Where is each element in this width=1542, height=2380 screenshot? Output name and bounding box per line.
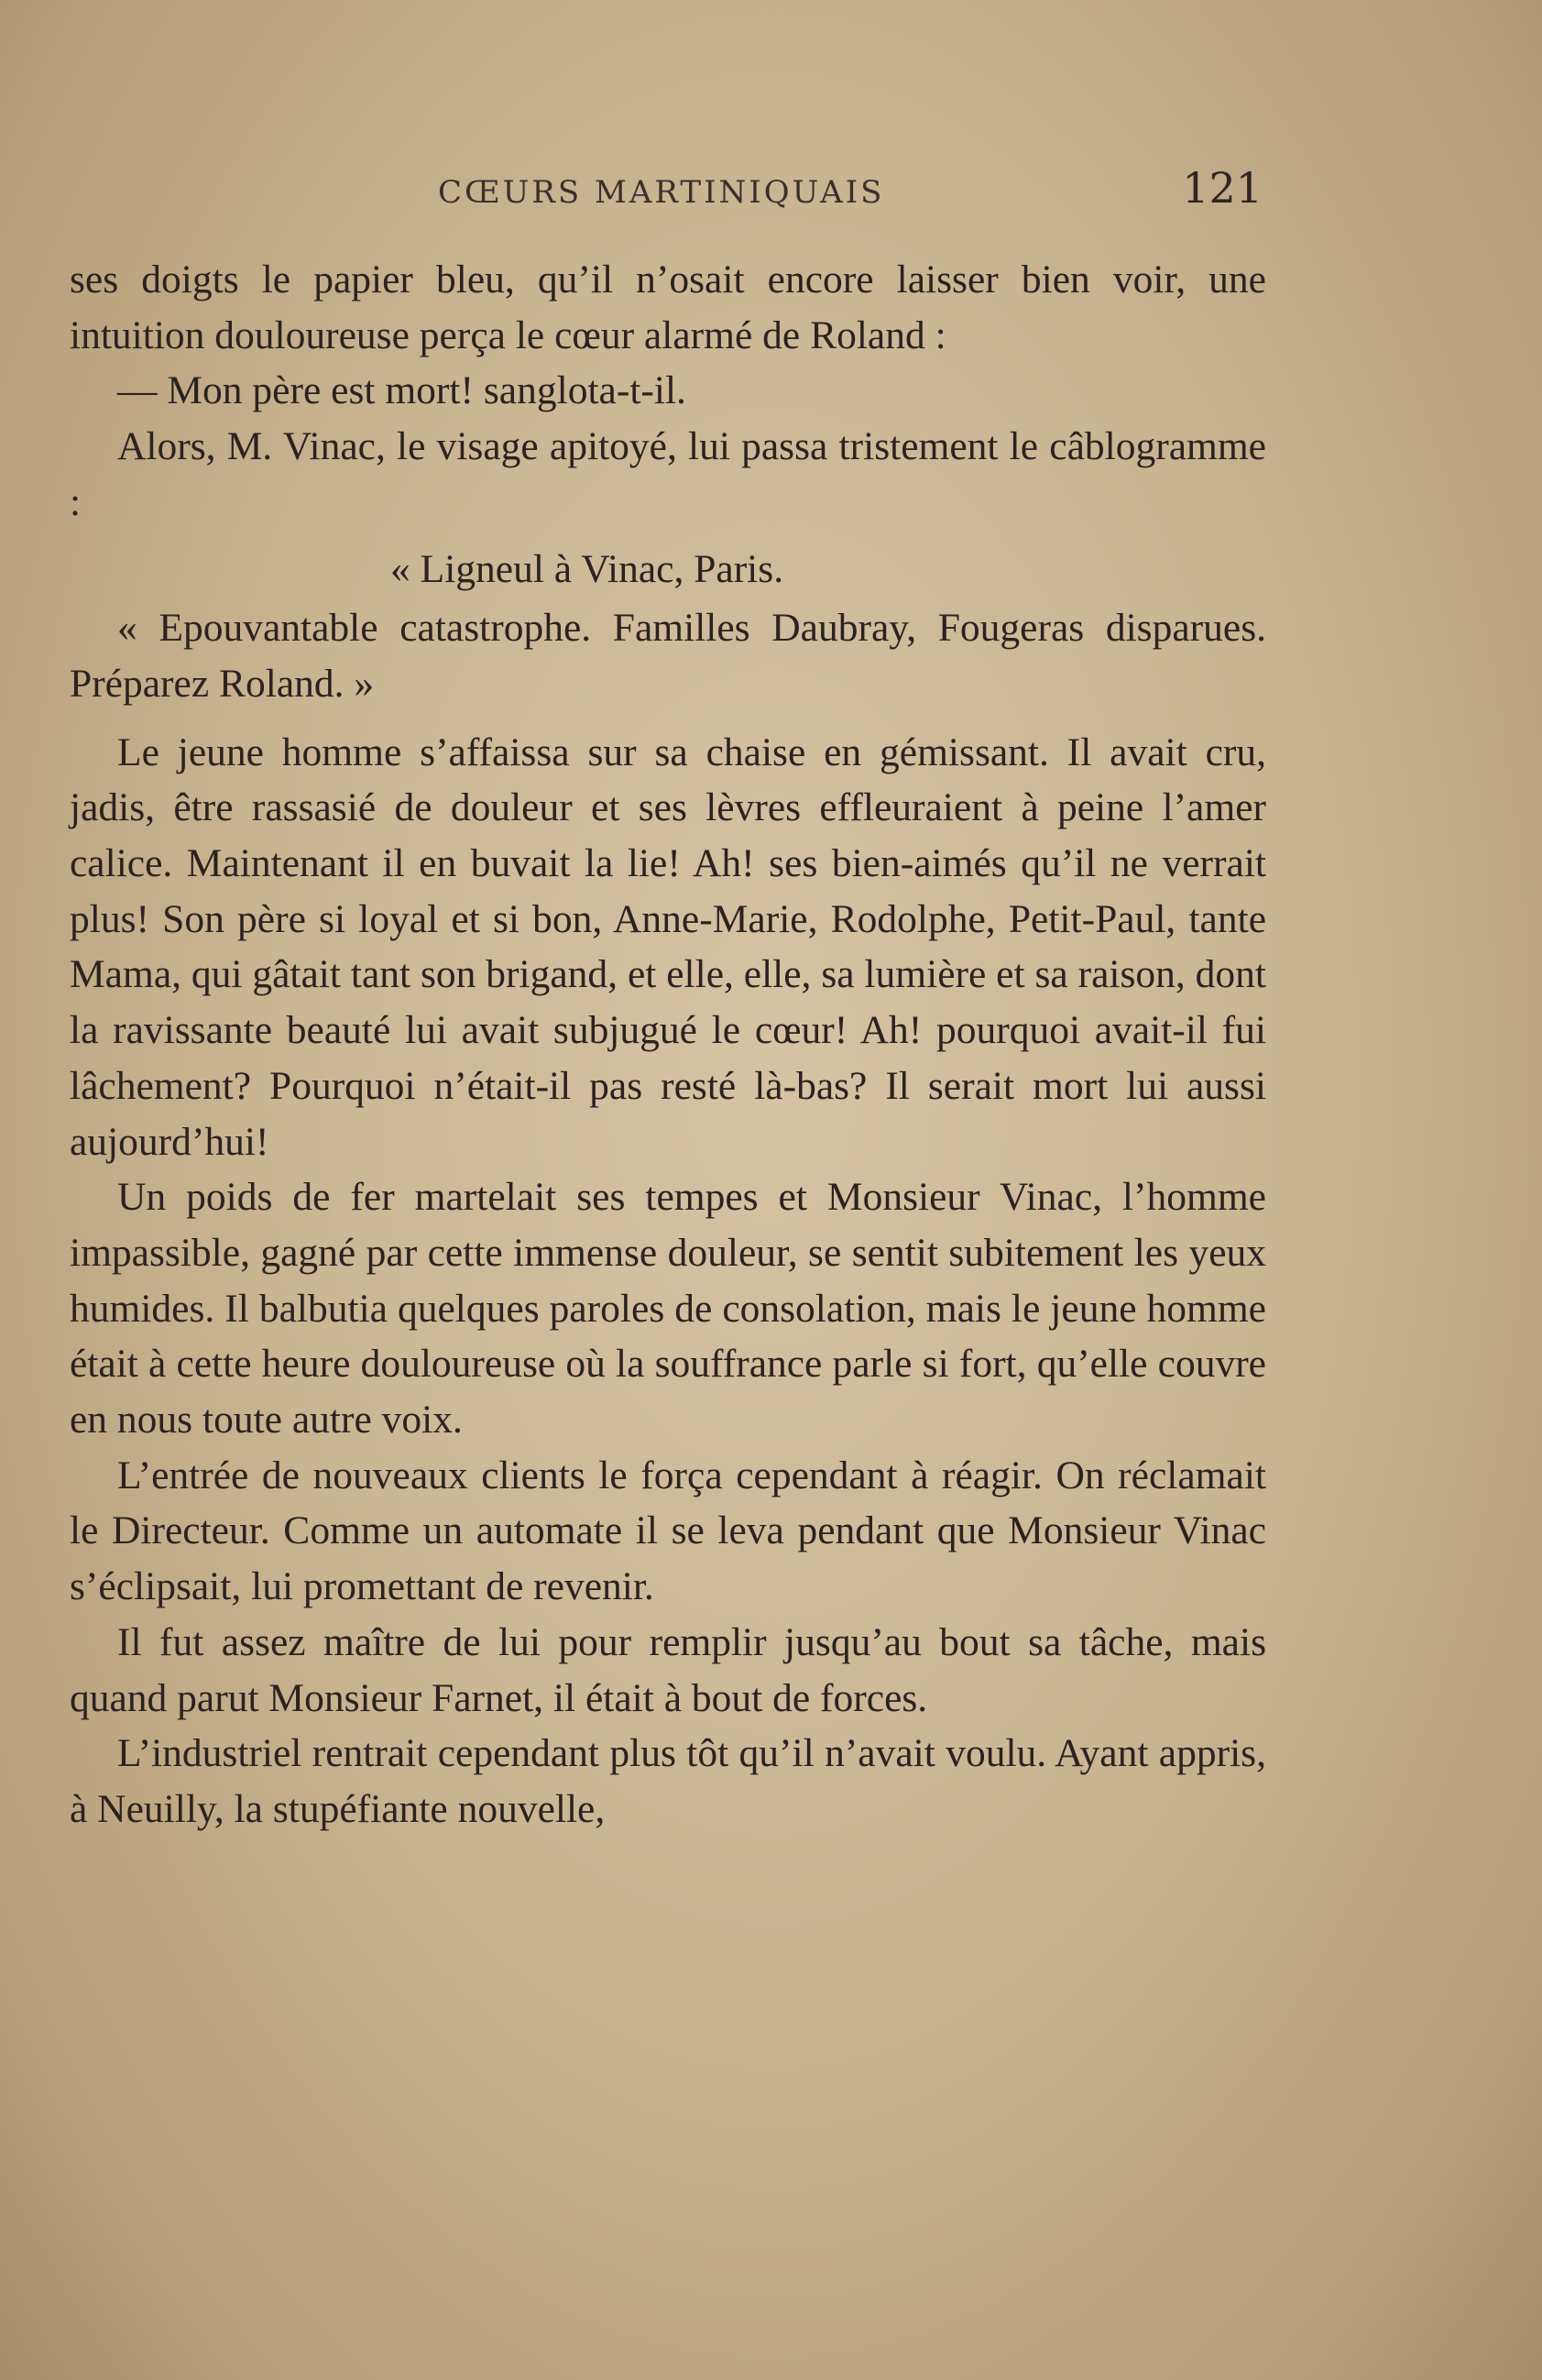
running-title: CŒURS MARTINIQUAIS	[438, 174, 885, 211]
body-text	[70, 252, 1266, 1837]
paragraph: Le jeune homme s’affaissa sur sa chaise en gémissant. Il avait cru, jadis, être rassasié de douleur et ses lèvres effleuraient à peine l’amer calice. Maintenant il en buvait la lie! Ah! ses bien-aimés qu’il ne verrait plus! Son père si loyal et si bon, Anne-Marie, Rodolphe, Petit-Paul, tante Mama, qui gâtait tant son brigand, et elle, elle, sa lumière et sa raison, dont la ravissante beauté lui avait subjugué le cœur! Ah! pourquoi avait-il fui lâchement? Pourquoi n’était-il pas resté là-bas? Il serait mort lui aussi aujourd’hui!	[70, 729, 1266, 1164]
page-number: 121	[1182, 163, 1263, 213]
paragraph: Alors, M. Vinac, le visage apitoyé, lui passa tristement le câblogramme :	[70, 424, 1266, 524]
paragraph: ses doigts le papier bleu, qu’il n’osait encore laisser bien voir, une intuition douloureuse perça le cœur alarmé de Roland :	[70, 258, 1266, 357]
paragraph: L’industriel rentrait cependant plus tôt qu’il n’avait voulu. Ayant appris, à Neuilly, la stupéfiante nouvelle,	[70, 1731, 1266, 1831]
paragraph: — Mon père est mort! sanglota-t-il.	[117, 368, 686, 413]
running-head	[71, 163, 1263, 218]
telegram-heading: « Ligneul à Vinac, Paris.	[390, 546, 784, 591]
paragraph: L’entrée de nouveaux clients le força cependant à réagir. On réclamait le Directeur. Comme un automate il se leva pendant que Monsieur Vinac s’éclipsait, lui promettant de revenir.	[70, 1453, 1266, 1609]
paragraph: Il fut assez maître de lui pour remplir jusqu’au bout sa tâche, mais quand parut Monsieur Farnet, il était à bout de forces.	[70, 1619, 1266, 1720]
paragraph: Un poids de fer martelait ses tempes et Monsieur Vinac, l’homme impassible, gagné par cette immense douleur, se sentit subitement les yeux humides. Il balbutia quelques paroles de consolation, mais le jeune homme était à cette heure douloureuse où la souffrance parle si fort, qu’elle couvre en nous toute autre voix.	[70, 1175, 1266, 1442]
telegram-body: « Epouvantable catastrophe. Familles Daubray, Fougeras disparues. Préparez Roland. »	[70, 606, 1266, 706]
